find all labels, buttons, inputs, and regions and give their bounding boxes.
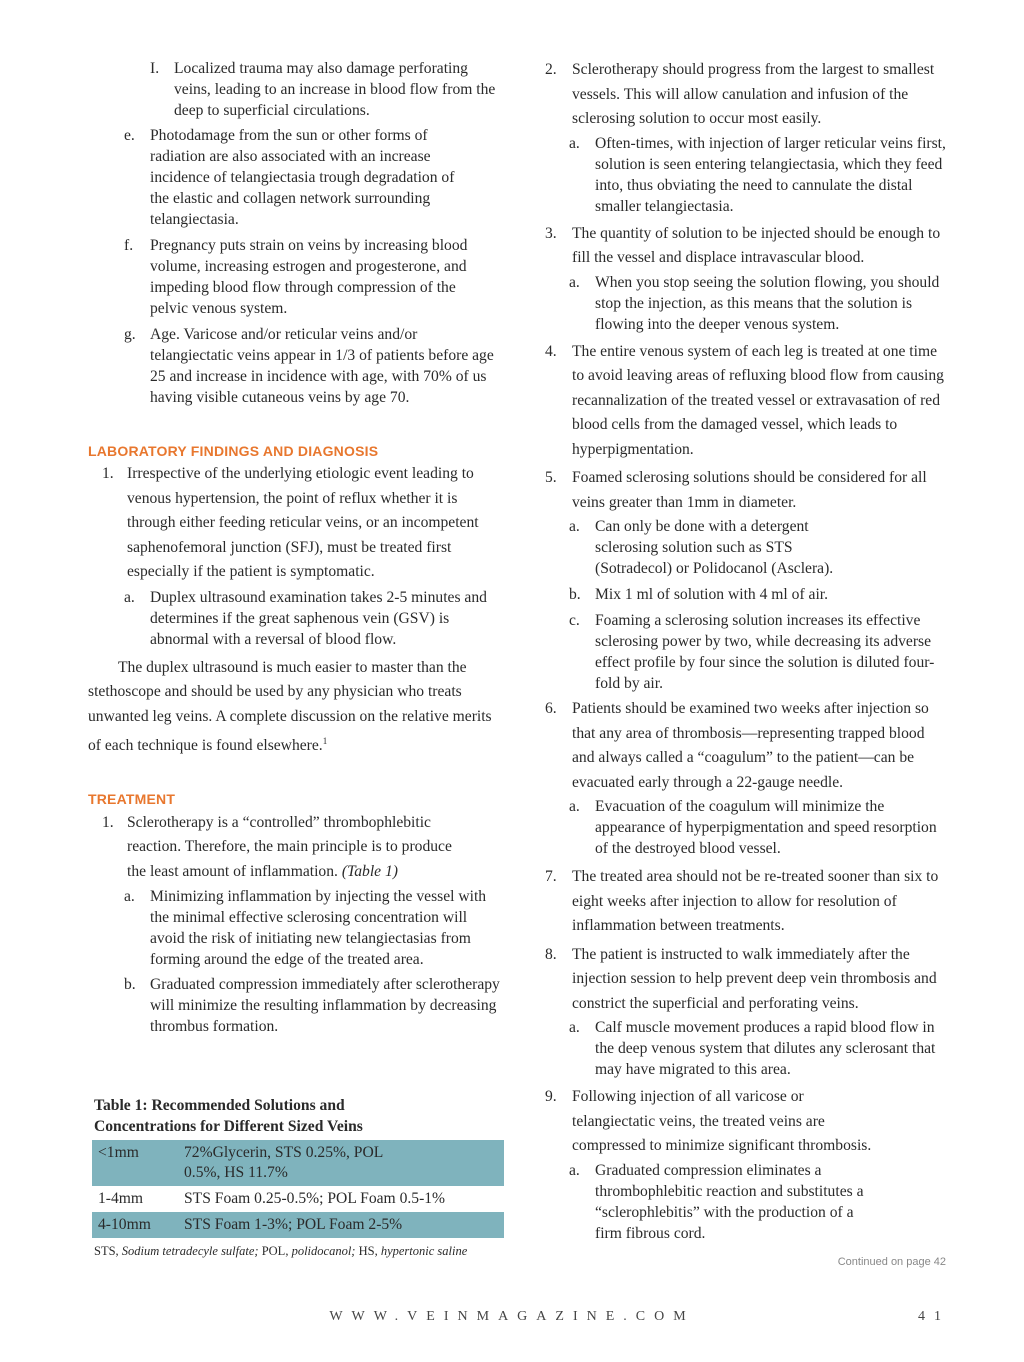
list-marker: 8.	[545, 945, 557, 963]
list-text	[127, 811, 504, 885]
list-text: Often-times, with injection of larger reticular veins first, solution is seen entering telangiectasia, which they feed into, thus obviating the need to cannulate the distal smaller telangiectasia.	[595, 134, 946, 215]
list-text: Localized trauma may also damage perforating veins, leading to an increase in blood flow from the deep to superficial circulations.	[174, 60, 496, 119]
table-row	[92, 1140, 504, 1186]
list-item	[545, 943, 950, 1017]
list-text: Graduated compression immediately after sclerotherapy will minimize the resulting inflammation by decreasing thrombus formation.	[150, 976, 500, 1036]
list-marker: I.	[150, 60, 160, 77]
list-marker: 5.	[545, 469, 557, 486]
table-footnote	[94, 1243, 504, 1259]
solutions-table	[92, 1140, 504, 1238]
list-marker: 3.	[545, 224, 557, 242]
list-item	[569, 1160, 950, 1244]
list-marker: a.	[124, 588, 135, 606]
paragraph-text: The duplex ultrasound is much easier to master than the stethoscope and should be used by any physician who treats unwanted leg veins. A complete discussion on the relative merits of each technique is found elsewhere.	[88, 658, 492, 755]
continued-note: Continued on page 42	[837, 1256, 946, 1268]
abbr: POL,	[261, 1244, 289, 1259]
list-item	[545, 222, 950, 271]
table-row	[92, 1212, 504, 1238]
list-text: Minimizing inflammation by injecting the vessel with the minimal effective sclerosing concentration will avoid the risk of initiating new telangiectasias from forming around the edge of the treated area.	[150, 888, 487, 969]
list-text: Pregnancy puts strain on veins by increasing blood volume, increasing estrogen and progesterone, and impeding blood flow through compression of the pelvic venous system.	[150, 237, 468, 317]
list-marker: c.	[569, 612, 580, 629]
footnote-ref: 1	[322, 736, 328, 746]
list-text-body: Sclerotherapy is a “controlled” thrombophlebitic reaction. Therefore, the main principle is to produce the least amount of inflammation.	[127, 813, 452, 880]
list-text: Sclerotherapy should progress from the largest to smallest vessels. This will allow canulation and infusion of the sclerosing solution to occur most easily.	[572, 61, 935, 127]
section-heading-lab: LABORATORY FINDINGS AND DIAGNOSIS	[88, 443, 379, 459]
body-paragraph	[88, 656, 504, 759]
page-number: 41	[918, 1309, 950, 1324]
list-item	[124, 324, 504, 408]
list-marker: 1.	[102, 813, 114, 831]
list-item	[150, 58, 504, 121]
list-marker: 9.	[545, 1088, 557, 1105]
table-cell-solution: 72%Glycerin, STS 0.25%, POL 0.5%, HS 11.7%	[184, 1144, 383, 1182]
list-marker: a.	[124, 888, 135, 906]
list-text: Foaming a sclerosing solution increases its effective sclerosing power by two, while decreasing its adverse effect profile by four since the solution is diluted four-fold by air.	[595, 612, 935, 692]
list-text: When you stop seeing the solution flowing, you should stop the injection, as this means that the solution is flowing into the deeper venous system.	[595, 273, 940, 333]
list-marker: a.	[569, 1161, 580, 1179]
list-item	[569, 610, 950, 694]
solutions-table-block	[88, 1095, 504, 1259]
table-cell-solution: STS Foam 1-3%; POL Foam 2-5%	[184, 1216, 403, 1234]
list-marker: 4.	[545, 342, 557, 360]
right-column	[545, 58, 950, 1244]
list-item	[569, 796, 950, 859]
list-text: Duplex ultrasound examination takes 2-5 minutes and determines if the great saphenous vein (GSV) is abnormal with a reversal of blood flow.	[150, 588, 487, 648]
table-reference: (Table 1)	[341, 862, 398, 880]
list-text: Photodamage from the sun or other forms of radiation are also associated with an increase incidence of telangiectasia trough degradation of the elastic and collagen network surrounding telangiectasia.	[150, 127, 455, 228]
list-marker: b.	[569, 586, 581, 603]
list-marker: 1.	[102, 465, 114, 482]
list-marker: g.	[124, 326, 136, 343]
list-text: Patients should be examined two weeks after injection so that any area of thrombosis—representing trapped blood and always called a “coagulum” to the patient—can be evacuated early through a 22-gauge needle.	[572, 700, 929, 791]
list-item	[124, 587, 504, 650]
list-item	[545, 340, 950, 463]
left-column	[88, 58, 504, 1259]
list-marker: a.	[569, 518, 580, 535]
list-marker: a.	[569, 134, 580, 152]
abbr-def: Sodium tetradecyle sulfate;	[121, 1244, 259, 1259]
abbr: STS,	[94, 1244, 119, 1259]
table-cell-size: 4-10mm	[98, 1216, 151, 1234]
list-item	[545, 466, 950, 515]
list-item	[569, 272, 950, 335]
list-item	[545, 865, 950, 939]
list-marker: 7.	[545, 868, 557, 885]
list-item	[569, 133, 950, 217]
list-marker: a.	[569, 798, 580, 815]
abbr-def: polidocanol;	[291, 1244, 356, 1259]
list-item	[569, 584, 950, 605]
list-text: Can only be done with a detergent sclerosing solution such as STS (Sotradecol) or Polidocanol (Asclera).	[595, 518, 834, 577]
list-item	[569, 1017, 950, 1080]
list-marker: e.	[124, 127, 135, 144]
footer-url: WWW.VEINMAGAZINE.COM	[329, 1309, 695, 1324]
list-item	[102, 811, 504, 885]
list-marker: a.	[569, 273, 580, 291]
list-text: Evacuation of the coagulum will minimize the appearance of hyperpigmentation and speed resorption of the destroyed blood vessel.	[595, 798, 937, 857]
list-item	[124, 125, 504, 230]
abbr-def: hypertonic saline	[380, 1244, 468, 1259]
list-item	[545, 697, 950, 795]
list-item	[569, 516, 950, 579]
list-item	[124, 974, 504, 1037]
table-cell-solution: STS Foam 0.25-0.5%; POL Foam 0.5-1%	[184, 1190, 446, 1208]
list-text: Mix 1 ml of solution with 4 ml of air.	[595, 586, 829, 603]
table-cell-size: 1-4mm	[98, 1190, 144, 1208]
list-marker: 2.	[545, 61, 557, 78]
list-text: Irrespective of the underlying etiologic event leading to venous hypertension, the point of reflux whether it is through either feeding reticular veins, or an incompetent saphenofemoral junction (SFJ), must be treated first especially if the patient is symptomatic.	[127, 465, 479, 580]
table-row	[92, 1186, 504, 1212]
list-text: Following injection of all varicose or telangiectatic veins, the treated veins are compressed to minimize significant thrombosis.	[572, 1088, 872, 1154]
list-text: Calf muscle movement produces a rapid blood flow in the deep venous system that dilutes any sclerosant that may have migrated to this area.	[595, 1019, 936, 1078]
list-item	[102, 462, 504, 585]
list-marker: a.	[569, 1019, 580, 1036]
list-item	[124, 235, 504, 319]
list-item	[124, 886, 504, 970]
list-item	[545, 1085, 950, 1159]
list-text: The treated area should not be re-treated sooner than six to eight weeks after injection to allow for resolution of inflammation between treatments.	[572, 868, 939, 934]
list-item	[545, 58, 950, 132]
abbr: HS,	[358, 1244, 378, 1259]
table-title: Table 1: Recommended Solutions and Concentrations for Different Sized Veins	[94, 1097, 363, 1136]
list-text: The entire venous system of each leg is treated at one time to avoid leaving areas of refluxing blood flow from causing recannalization of the treated vessel or extravasation of red blood cells from the damaged vessel, which leads to hyperpigmentation.	[572, 342, 944, 458]
list-marker: f.	[124, 237, 134, 254]
list-text: Foamed sclerosing solutions should be considered for all veins greater than 1mm in diameter.	[572, 469, 927, 511]
list-marker: 6.	[545, 700, 557, 717]
list-text: Graduated compression eliminates a thrombophlebitic reaction and substitutes a “sclerophlebitis” with the production of a firm fibrous cord.	[595, 1161, 864, 1242]
list-marker: b.	[124, 976, 136, 994]
list-text: The quantity of solution to be injected should be enough to fill the vessel and displace intravascular blood.	[572, 224, 941, 266]
list-text: The patient is instructed to walk immediately after the injection session to help prevent deep vein thrombosis and constrict the superficial and perforating veins.	[572, 945, 937, 1012]
list-text: Age. Varicose and/or reticular veins and/or telangiectatic veins appear in 1/3 of patients before age 25 and increase in incidence with age, with 70% of us having visible cutaneous veins by age 70.	[150, 326, 494, 406]
table-cell-size: <1mm	[98, 1144, 139, 1162]
section-heading-treatment: TREATMENT	[88, 790, 176, 807]
